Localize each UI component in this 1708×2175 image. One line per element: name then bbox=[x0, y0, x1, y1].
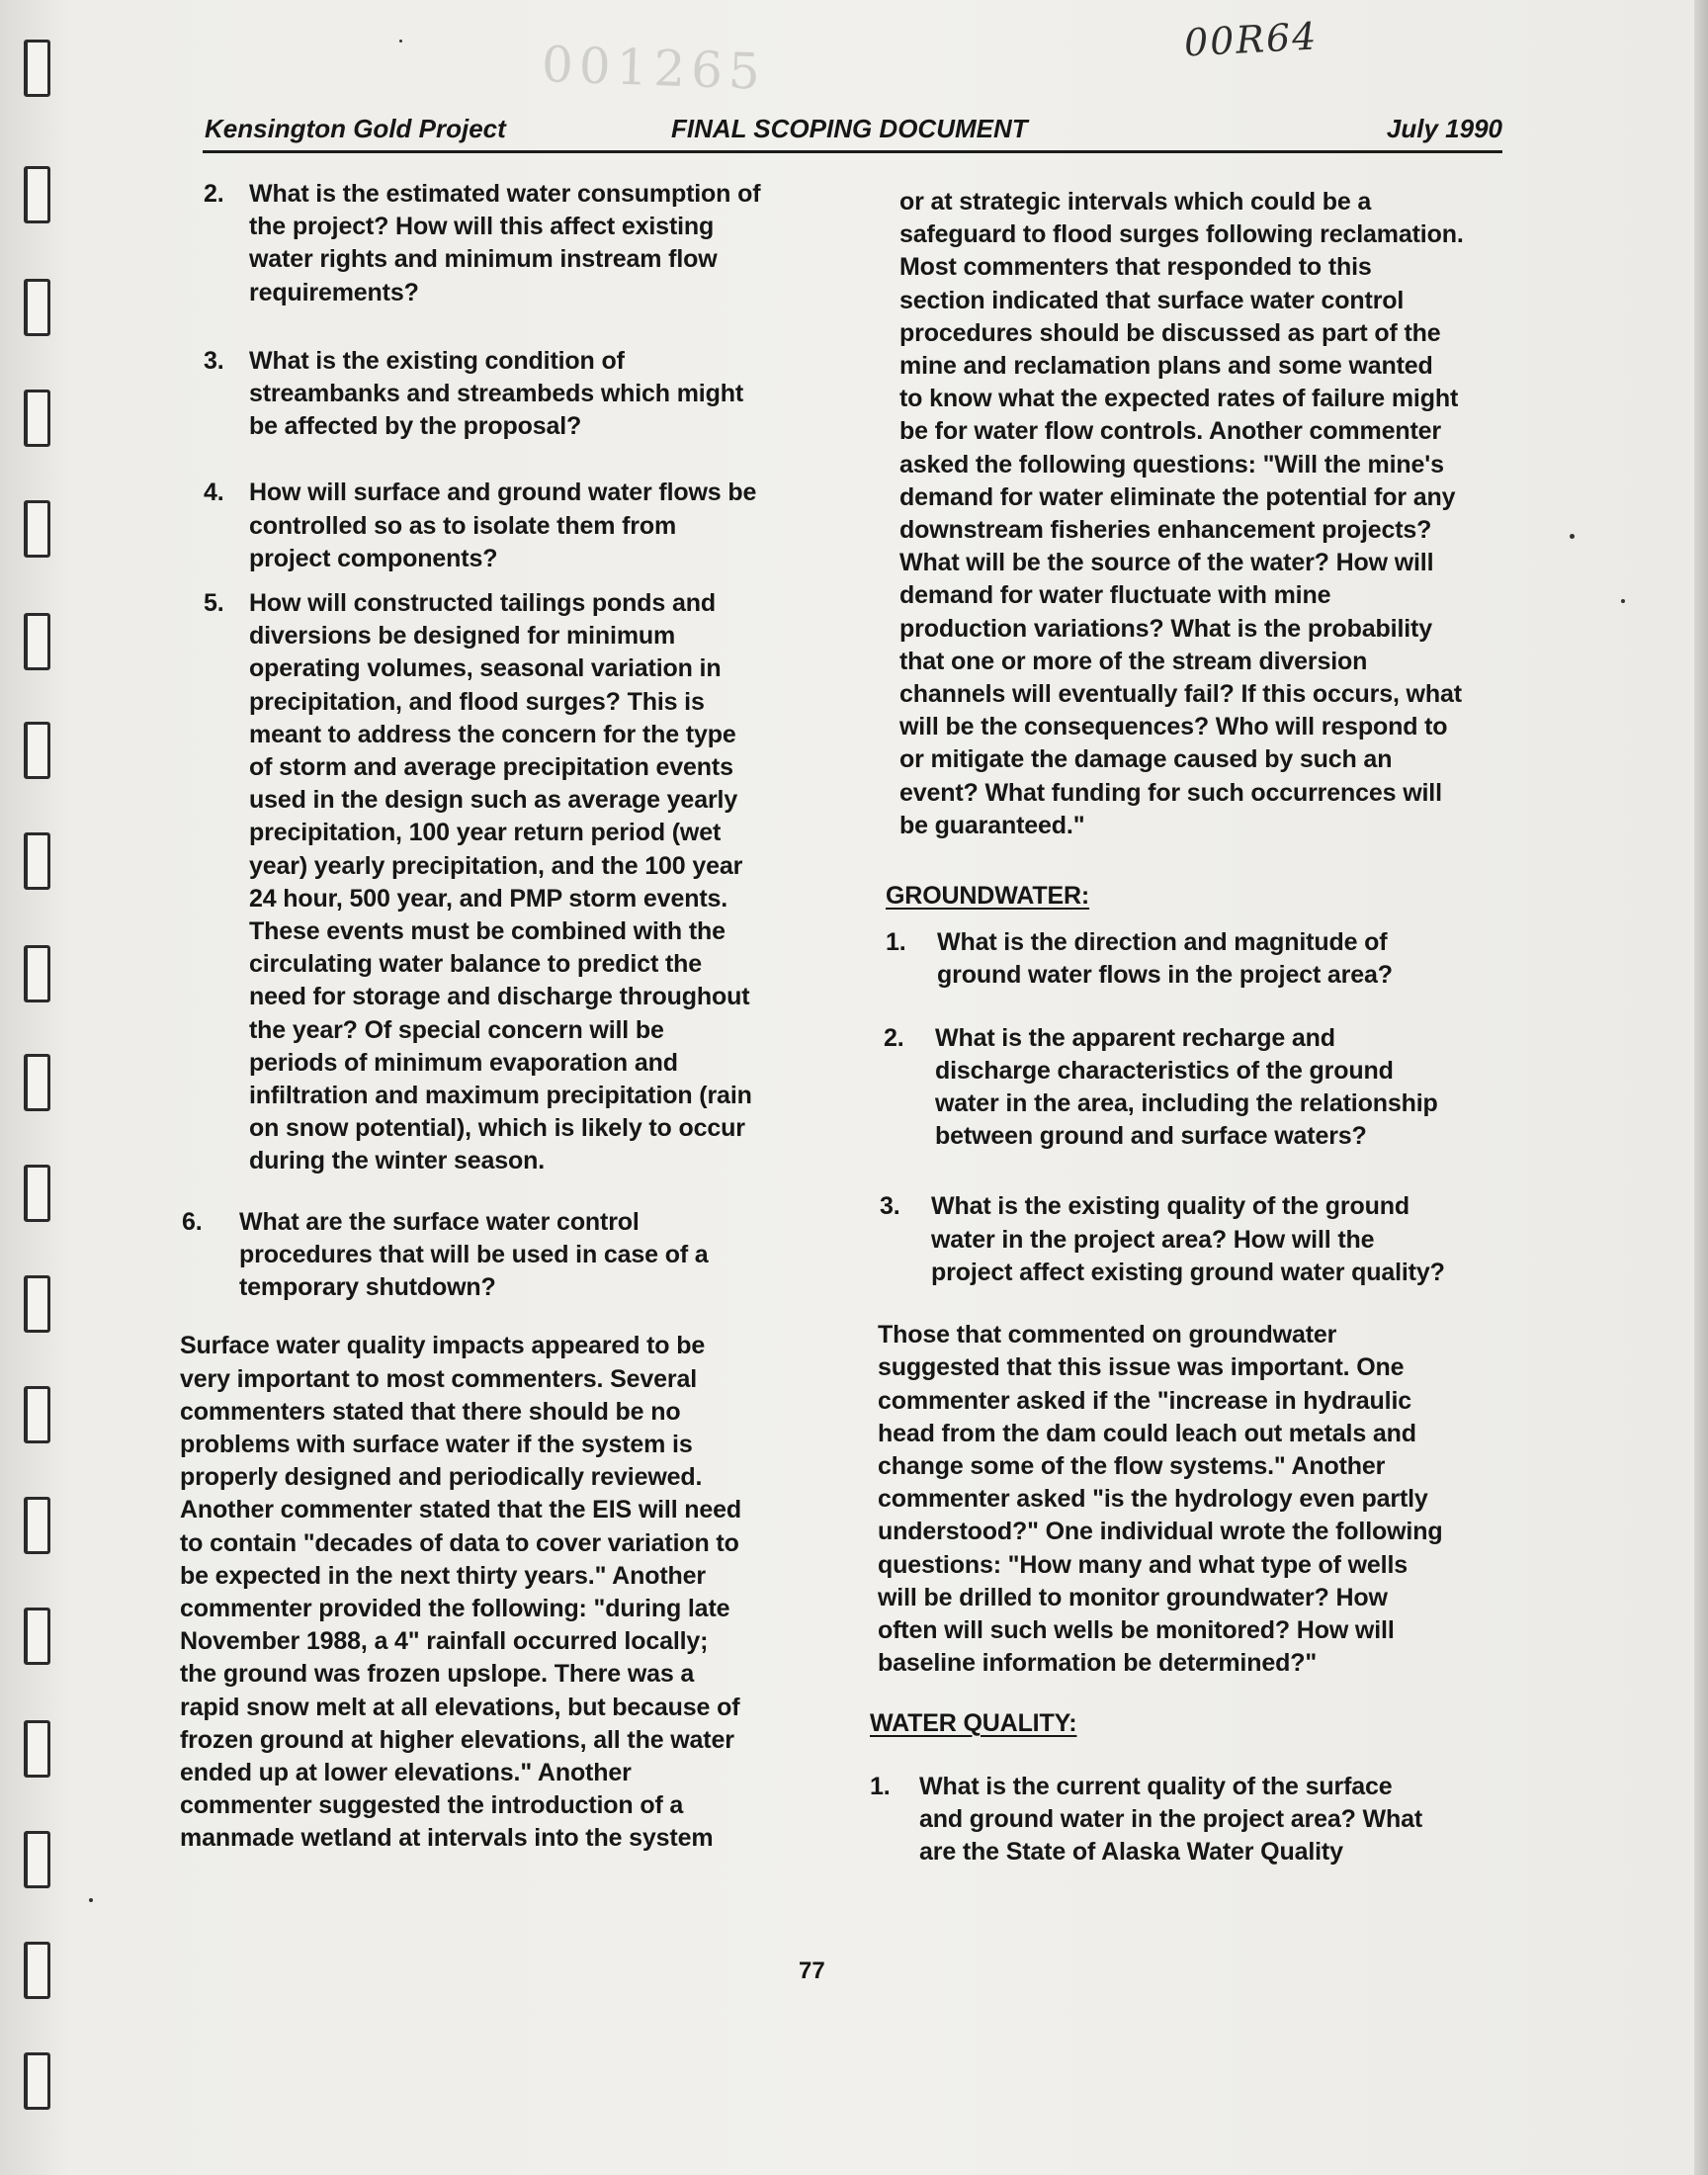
binder-hole bbox=[24, 722, 50, 779]
text-line: the ground was frozen upslope. There was a bbox=[180, 1660, 695, 1689]
text-line: change some of the flow systems." Another bbox=[878, 1451, 1386, 1480]
text-line: diversions be designed for minimum bbox=[249, 622, 676, 651]
running-header bbox=[203, 103, 1502, 153]
text-line: be guaranteed." bbox=[899, 811, 1085, 839]
text-line: head from the dam could leach out metals and bbox=[878, 1419, 1416, 1447]
text-line: What is the existing condition of bbox=[249, 346, 625, 375]
text-line: will be the consequences? Who will respond to bbox=[899, 713, 1448, 741]
text-line: to know what the expected rates of failure might bbox=[899, 385, 1459, 413]
text-line: procedures should be discussed as part of the bbox=[899, 318, 1441, 347]
text-line: downstream fisheries enhancement projects? bbox=[899, 516, 1432, 545]
binder-hole bbox=[24, 1497, 50, 1554]
binder-hole bbox=[24, 1942, 50, 1999]
text-line: demand for water eliminate the potential for any bbox=[899, 482, 1456, 511]
scan-speck bbox=[399, 40, 402, 43]
item-number: 1. bbox=[886, 928, 906, 957]
binder-hole bbox=[24, 1608, 50, 1665]
text-line: rapid snow melt at all elevations, but because of bbox=[180, 1693, 740, 1721]
text-line: baseline information be determined?" bbox=[878, 1649, 1318, 1678]
header-document-title: FINAL SCOPING DOCUMENT bbox=[671, 114, 1028, 143]
text-line: procedures that will be used in case of a bbox=[239, 1240, 709, 1268]
text-line: of storm and average precipitation events bbox=[249, 753, 733, 782]
header-project-name: Kensington Gold Project bbox=[205, 114, 506, 143]
text-line: need for storage and discharge throughout bbox=[249, 983, 750, 1011]
text-line: on snow potential), which is likely to occur bbox=[249, 1114, 745, 1143]
binder-hole bbox=[24, 1720, 50, 1778]
binder-hole bbox=[24, 166, 50, 223]
text-line: be expected in the next thirty years." Another bbox=[180, 1561, 706, 1590]
text-line: manmade wetland at intervals into the system bbox=[180, 1824, 714, 1853]
text-line: properly designed and periodically reviewed. bbox=[180, 1463, 703, 1492]
text-line: to contain "decades of data to cover variation to bbox=[180, 1528, 739, 1557]
text-line: commenter asked "is the hydrology even partly bbox=[878, 1485, 1428, 1514]
text-line: production variations? What is the probability bbox=[899, 614, 1432, 643]
text-line: commenter suggested the introduction of a bbox=[180, 1791, 684, 1820]
text-line: be affected by the proposal? bbox=[249, 412, 582, 441]
text-line: operating volumes, seasonal variation in bbox=[249, 654, 722, 683]
text-line: infiltration and maximum precipitation (rain bbox=[249, 1082, 752, 1110]
text-line: ground water flows in the project area? bbox=[937, 961, 1393, 990]
text-line: Another commenter stated that the EIS will need bbox=[180, 1496, 742, 1524]
text-line: section indicated that surface water control bbox=[899, 286, 1405, 314]
item-number: 1. bbox=[870, 1772, 891, 1800]
handwritten-page-number: 00R64 bbox=[1182, 14, 1320, 65]
text-line: used in the design such as average yearly bbox=[249, 786, 738, 815]
text-line: during the winter season. bbox=[249, 1147, 546, 1175]
list-item bbox=[168, 1206, 811, 1305]
list-item bbox=[870, 1190, 1502, 1289]
text-line: between ground and surface waters? bbox=[935, 1122, 1367, 1151]
groundwater-heading: GROUNDWATER: bbox=[886, 882, 1090, 911]
binder-hole bbox=[24, 279, 50, 336]
text-line: are the State of Alaska Water Quality bbox=[919, 1837, 1343, 1866]
item-number: 5. bbox=[204, 589, 224, 618]
text-line: the project? How will this affect existing bbox=[249, 213, 715, 241]
item-number: 4. bbox=[204, 478, 224, 507]
text-line: Those that commented on groundwater bbox=[878, 1321, 1337, 1349]
header-date: July 1990 bbox=[1386, 114, 1502, 143]
text-line: These events must be combined with the bbox=[249, 917, 726, 946]
text-line: How will constructed tailings ponds and bbox=[249, 589, 716, 618]
text-line: water rights and minimum instream flow bbox=[249, 245, 718, 274]
text-line: What is the current quality of the surface bbox=[919, 1772, 1393, 1800]
binder-hole bbox=[24, 40, 50, 97]
text-line: November 1988, a 4" rainfall occurred locally; bbox=[180, 1627, 709, 1656]
text-line: discharge characteristics of the ground bbox=[935, 1056, 1394, 1085]
text-line: What is the existing quality of the ground bbox=[931, 1192, 1409, 1221]
text-line: Surface water quality impacts appeared to be bbox=[180, 1332, 706, 1360]
binder-hole bbox=[24, 945, 50, 1002]
list-item bbox=[168, 477, 811, 575]
text-line: channels will eventually fail? If this occurs, what bbox=[899, 680, 1462, 709]
list-item bbox=[168, 587, 811, 1178]
text-line: What are the surface water control bbox=[239, 1207, 640, 1236]
binder-hole bbox=[24, 500, 50, 558]
text-line: meant to address the concern for the type bbox=[249, 720, 736, 748]
item-number: 3. bbox=[880, 1192, 900, 1221]
binder-hole bbox=[24, 613, 50, 670]
text-line: temporary shutdown? bbox=[239, 1273, 496, 1302]
text-line: will be drilled to monitor groundwater? How bbox=[878, 1583, 1388, 1611]
text-line: commenter asked if the "increase in hydraulic bbox=[878, 1386, 1412, 1415]
text-line: suggested that this issue was important. One bbox=[878, 1353, 1405, 1382]
text-line: asked the following questions: "Will the mine's bbox=[899, 450, 1444, 478]
text-line: precipitation, 100 year return period (wet bbox=[249, 819, 722, 847]
text-line: project components? bbox=[249, 544, 498, 572]
scan-speck bbox=[1570, 534, 1575, 539]
scan-speck bbox=[89, 1898, 93, 1902]
item-number: 2. bbox=[884, 1023, 904, 1052]
list-item bbox=[168, 345, 811, 444]
text-line: that one or more of the stream diversion bbox=[899, 647, 1368, 675]
text-line: commenters stated that there should be no bbox=[180, 1397, 681, 1426]
text-line: understood?" One individual wrote the following bbox=[878, 1518, 1443, 1546]
text-line: water in the area, including the relationship bbox=[935, 1089, 1438, 1118]
text-line: problems with surface water if the system is bbox=[180, 1430, 693, 1458]
text-line: controlled so as to isolate them from bbox=[249, 511, 677, 540]
binder-hole bbox=[24, 1054, 50, 1111]
text-line: 24 hour, 500 year, and PMP storm events. bbox=[249, 884, 728, 913]
text-line: often will such wells be monitored? How will bbox=[878, 1615, 1395, 1644]
groundwater-paragraph bbox=[878, 1319, 1502, 1680]
list-item bbox=[870, 926, 1502, 992]
text-line: commenter provided the following: "during late bbox=[180, 1594, 730, 1622]
text-line: very important to most commenters. Several bbox=[180, 1364, 698, 1393]
surface-water-paragraph bbox=[180, 1330, 811, 1855]
bleed-through-stamp: 001265 bbox=[541, 36, 767, 101]
text-line: year) yearly precipitation, and the 100 year bbox=[249, 851, 743, 880]
text-line: or mitigate the damage caused by such an bbox=[899, 745, 1393, 774]
text-line: or at strategic intervals which could be a bbox=[899, 188, 1372, 216]
text-line: demand for water fluctuate with mine bbox=[899, 581, 1331, 610]
text-line: and ground water in the project area? What bbox=[919, 1804, 1423, 1833]
item-number: 6. bbox=[182, 1207, 203, 1236]
binder-hole bbox=[24, 1275, 50, 1333]
item-number: 2. bbox=[204, 180, 224, 208]
page-number: 77 bbox=[799, 1958, 825, 1984]
text-line: ended up at lower elevations." Another bbox=[180, 1758, 632, 1786]
text-line: the year? Of special concern will be bbox=[249, 1015, 664, 1044]
text-line: circulating water balance to predict the bbox=[249, 950, 703, 979]
list-item bbox=[870, 1771, 1502, 1870]
right-column bbox=[870, 186, 1502, 1869]
text-line: streambanks and streambeds which might bbox=[249, 380, 744, 408]
binder-hole bbox=[24, 390, 50, 447]
scan-speck bbox=[1621, 599, 1625, 603]
text-line: precipitation, and flood surges? This is bbox=[249, 687, 705, 716]
text-line: What is the apparent recharge and bbox=[935, 1023, 1335, 1052]
text-line: What will be the source of the water? How will bbox=[899, 549, 1434, 577]
list-item bbox=[168, 178, 811, 309]
text-line: event? What funding for such occurrences will bbox=[899, 778, 1442, 807]
text-line: How will surface and ground water flows be bbox=[249, 478, 757, 507]
text-line: be for water flow controls. Another commenter bbox=[899, 417, 1441, 446]
binder-hole bbox=[24, 1165, 50, 1222]
binder-hole bbox=[24, 2052, 50, 2110]
continuation-paragraph bbox=[899, 186, 1502, 842]
text-line: What is the direction and magnitude of bbox=[937, 928, 1388, 957]
text-line: periods of minimum evaporation and bbox=[249, 1048, 678, 1077]
page-edge-shadow bbox=[1694, 0, 1708, 2175]
text-line: What is the estimated water consumption of bbox=[249, 180, 761, 208]
text-line: Most commenters that responded to this bbox=[899, 253, 1372, 282]
item-number: 3. bbox=[204, 346, 224, 375]
text-line: requirements? bbox=[249, 278, 419, 306]
left-column bbox=[168, 178, 811, 1856]
text-line: safeguard to flood surges following reclamation. bbox=[899, 220, 1464, 249]
binder-hole bbox=[24, 1386, 50, 1443]
water-quality-heading: WATER QUALITY: bbox=[870, 1709, 1077, 1738]
text-line: mine and reclamation plans and some wanted bbox=[899, 352, 1433, 381]
list-item bbox=[870, 1022, 1502, 1154]
text-line: project affect existing ground water quality? bbox=[931, 1258, 1445, 1286]
binder-hole bbox=[24, 832, 50, 890]
text-line: water in the project area? How will the bbox=[931, 1225, 1375, 1254]
text-line: frozen ground at higher elevations, all the water bbox=[180, 1725, 734, 1754]
text-line: questions: "How many and what type of wells bbox=[878, 1550, 1409, 1579]
binder-hole bbox=[24, 1831, 50, 1888]
